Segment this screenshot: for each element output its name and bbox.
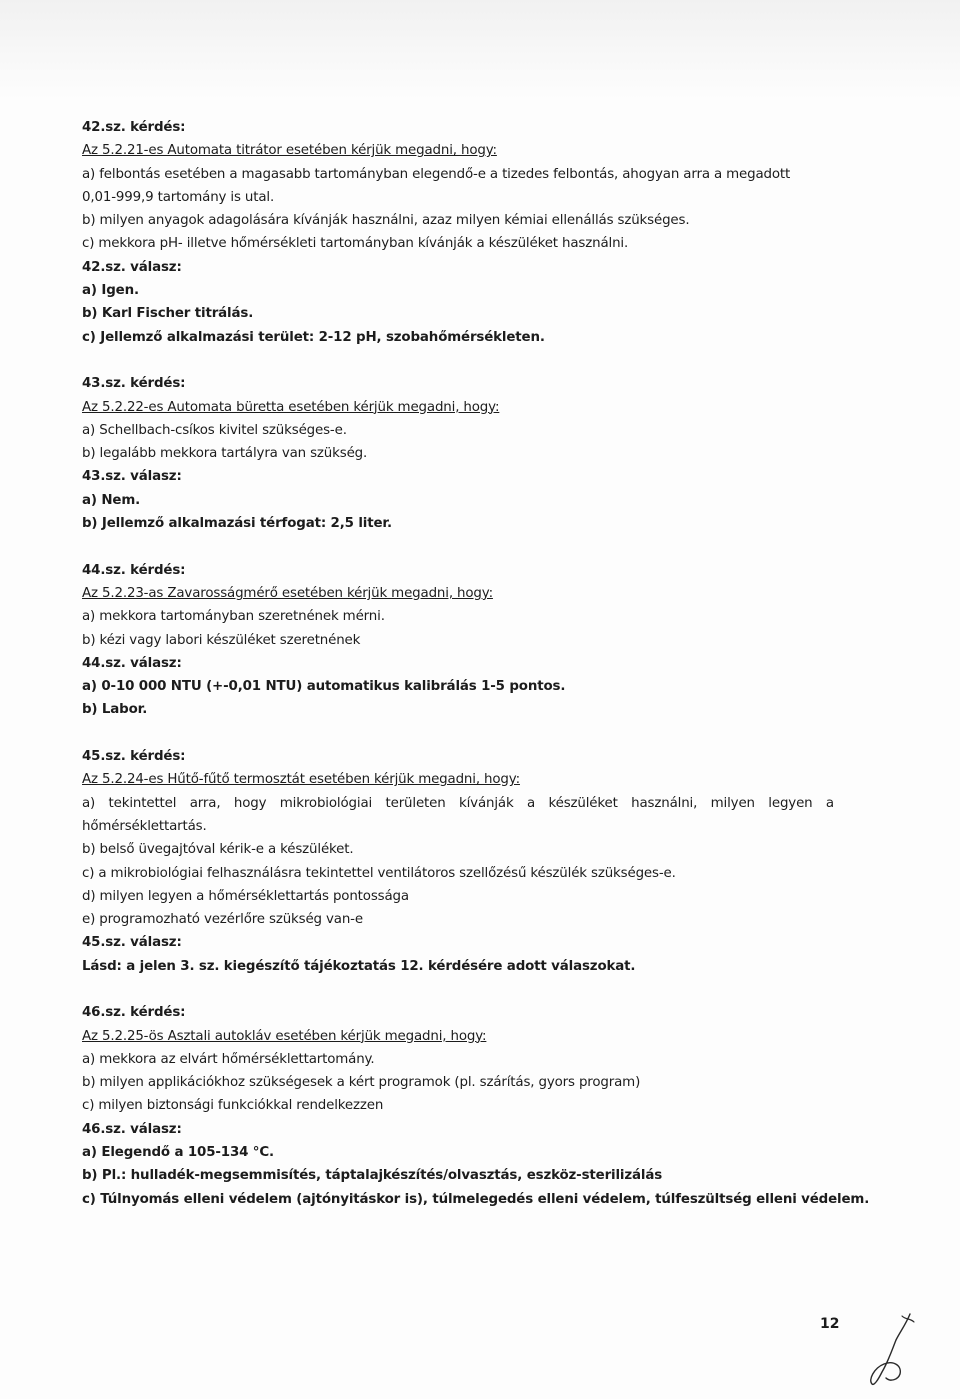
question-44-block [82,559,834,722]
answer-42-header: 42.sz. válasz: [82,259,182,275]
question-43-line: a) Schellbach-csíkos kivitel szükséges-e. [82,422,347,438]
question-42-header: 42.sz. kérdés: [82,120,186,135]
answer-42-line: c) Jellemző alkalmazási terület: 2-12 pH, szobahőmérsékleten. [82,329,545,345]
question-45-title: Az 5.2.24-es Hűtő-fűtő termosztát esetében kérjük megadni, hogy: [82,772,520,788]
answer-43-line: a) Nem. [82,492,141,508]
question-46-line: c) milyen biztonsági funkciókkal rendelkezzen [82,1098,384,1114]
question-45-line: c) a mikrobiológiai felhasználásra tekintettel ventilátoros szellőzésű készülék szükséges-e. [82,865,676,881]
question-42-block [82,116,834,349]
answer-46-line: b) Pl.: hulladék-megsemmisítés, táptalajkészítés/olvasztás, eszköz-sterilizálás [82,1168,663,1184]
question-45-block [82,745,834,978]
section-gap [82,722,834,745]
question-44-line: a) mekkora tartományban szeretnének mérni. [82,609,385,625]
question-43-title: Az 5.2.22-es Automata büretta esetében kérjük megadni, hogy: [82,399,500,415]
qa-content [82,116,870,1211]
question-45-line: hőmérséklettartás. [82,818,207,834]
answer-45-header: 45.sz. válasz: [82,935,182,951]
question-46-title: Az 5.2.25-ös Asztali autokláv esetében kérjük megadni, hogy: [82,1028,487,1044]
question-42-line: 0,01-999,9 tartomány is utal. [82,189,275,205]
question-45-line: a) tekintettel arra, hogy mikrobiológiai területen kívánják a készüléket használni, milyen legyen a [82,795,834,811]
signature-icon [862,1310,922,1390]
question-44-line: b) kézi vagy labori készüléket szeretnének [82,632,361,648]
answer-46-header: 46.sz. válasz: [82,1121,182,1137]
question-45-header: 45.sz. kérdés: [82,749,186,765]
question-45-line: e) programozható vezérlőre szükség van-e [82,912,363,928]
scan-shadow [0,0,960,100]
question-42-line: a) felbontás esetében a magasabb tartományban elegendő-e a tizedes felbontás, ahogyan arra a megadott [82,166,791,182]
answer-44-line: b) Labor. [82,702,148,718]
page-number: 12 [820,1316,840,1332]
answer-42-line: a) Igen. [82,283,139,299]
question-45-line: b) belső üvegajtóval kérik-e a készüléket. [82,842,354,858]
answer-43-header: 43.sz. válasz: [82,469,182,485]
answer-46-line: a) Elegendő a 105-134 °C. [82,1145,274,1161]
question-46-line: a) mekkora az elvárt hőmérséklettartomány. [82,1051,375,1067]
question-42-line: c) mekkora pH- illetve hőmérsékleti tartományban kívánják a készüléket használni. [82,236,629,252]
answer-44-line: a) 0-10 000 NTU (+-0,01 NTU) automatikus kalibrálás 1-5 pontos. [82,679,566,695]
question-46-block [82,1001,870,1211]
answer-45-line: Lásd: a jelen 3. sz. kiegészítő tájékoztatás 12. kérdésére adott válaszokat. [82,958,636,974]
answer-43-line: b) Jellemző alkalmazási térfogat: 2,5 liter. [82,516,392,532]
question-45-line: d) milyen legyen a hőmérséklettartás pontossága [82,888,409,904]
question-43-block [82,372,834,535]
question-42-line: b) milyen anyagok adagolására kívánják használni, azaz milyen kémiai ellenállás szükséges. [82,213,690,229]
answer-42-line: b) Karl Fischer titrálás. [82,306,254,322]
answer-46-line: c) Túlnyomás elleni védelem (ajtónyitáskor is), túlmelegedés elleni védelem, túlfeszültség elleni védelem. [82,1191,870,1207]
question-46-header: 46.sz. kérdés: [82,1005,186,1021]
section-gap [82,978,834,1001]
question-46-line: b) milyen applikációkhoz szükségesek a kért programok (pl. szárítás, gyors program) [82,1075,641,1091]
section-gap [82,349,834,372]
answer-44-header: 44.sz. válasz: [82,655,182,671]
question-44-title: Az 5.2.23-as Zavarosságmérő esetében kérjük megadni, hogy: [82,585,493,601]
question-44-header: 44.sz. kérdés: [82,562,186,578]
question-42-title: Az 5.2.21-es Automata titrátor esetében kérjük megadni, hogy: [82,143,497,159]
question-43-line: b) legalább mekkora tartályra van szükség. [82,446,368,462]
section-gap [82,535,834,558]
question-43-header: 43.sz. kérdés: [82,376,186,392]
